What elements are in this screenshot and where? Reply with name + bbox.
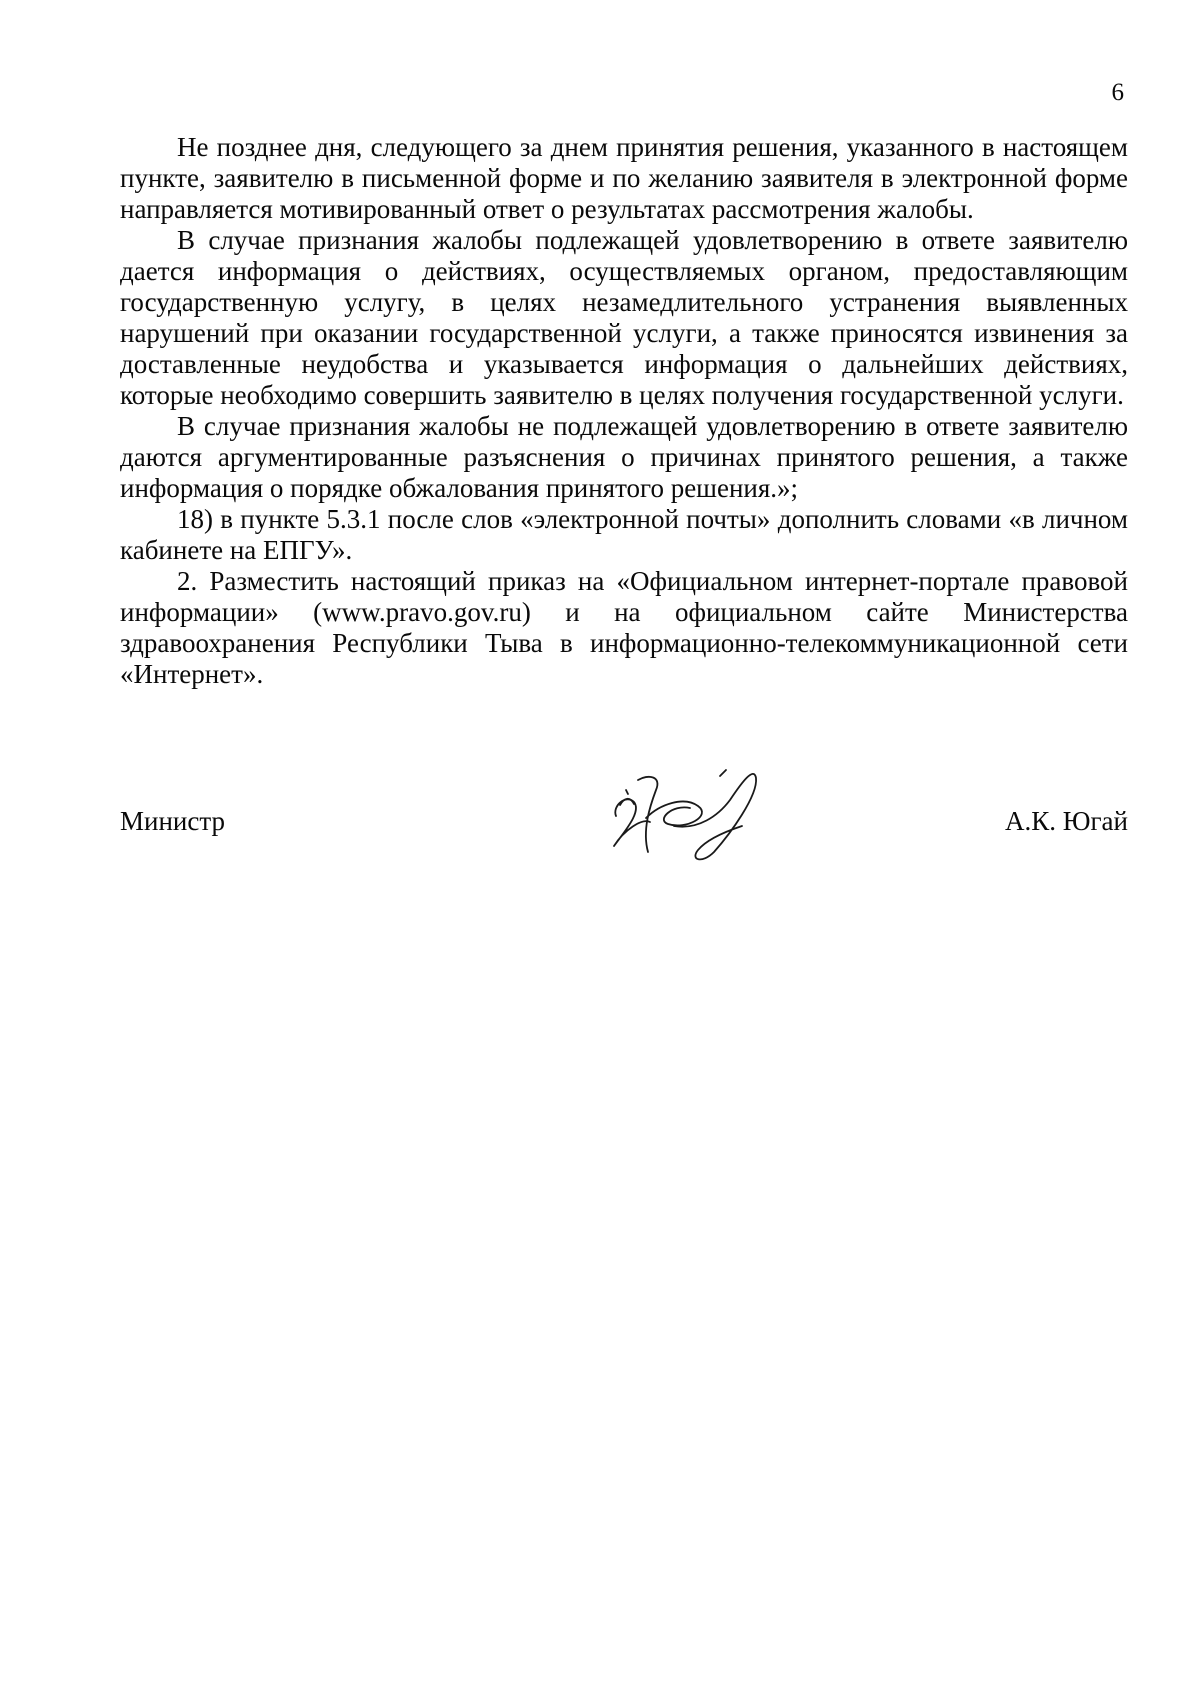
paragraph-complaint-satisfied: В случае признания жалобы подлежащей удовлетворению в ответе заявителю дается информация о действиях, осуществляемых органом, предоставляющим государственную услугу, в целях незамедлительного устранения выявленных нарушений при оказании государственной услуги, а также приносятся извинения за доставленные неудобства и указывается информация о дальнейших действиях, которые необходимо совершить заявителю в целях получения государственной услуги. [120,225,1128,410]
document-body [120,132,1128,690]
signer-name: А.К. Югай [1004,806,1128,836]
paragraph-item-18: 18) в пункте 5.3.1 после слов «электронной почты» дополнить словами «в личном кабинете на ЕПГУ». [120,504,1128,565]
handwritten-signature [602,760,792,870]
signature-block [120,760,1128,880]
paragraph-item-2-publication: 2. Разместить настоящий приказ на «Официальном интернет-портале правовой информации» (www.pravo.gov.ru) и на официальном сайте Министерства здравоохранения Республики Тыва в информационно-телекоммуникационной сети «Интернет». [120,566,1128,689]
page-number: 6 [1111,79,1124,106]
paragraph-complaint-rejected: В случае признания жалобы не подлежащей удовлетворению в ответе заявителю даются аргументированные разъяснения о причинах принятого решения, а также информация о порядке обжалования принятого решения.»; [120,411,1128,503]
paragraph-response-deadline: Не позднее дня, следующего за днем принятия решения, указанного в настоящем пункте, заявителю в письменной форме и по желанию заявителя в электронной форме направляется мотивированный ответ о результатах рассмотрения жалобы. [120,132,1128,224]
signer-title: Министр [120,806,225,836]
